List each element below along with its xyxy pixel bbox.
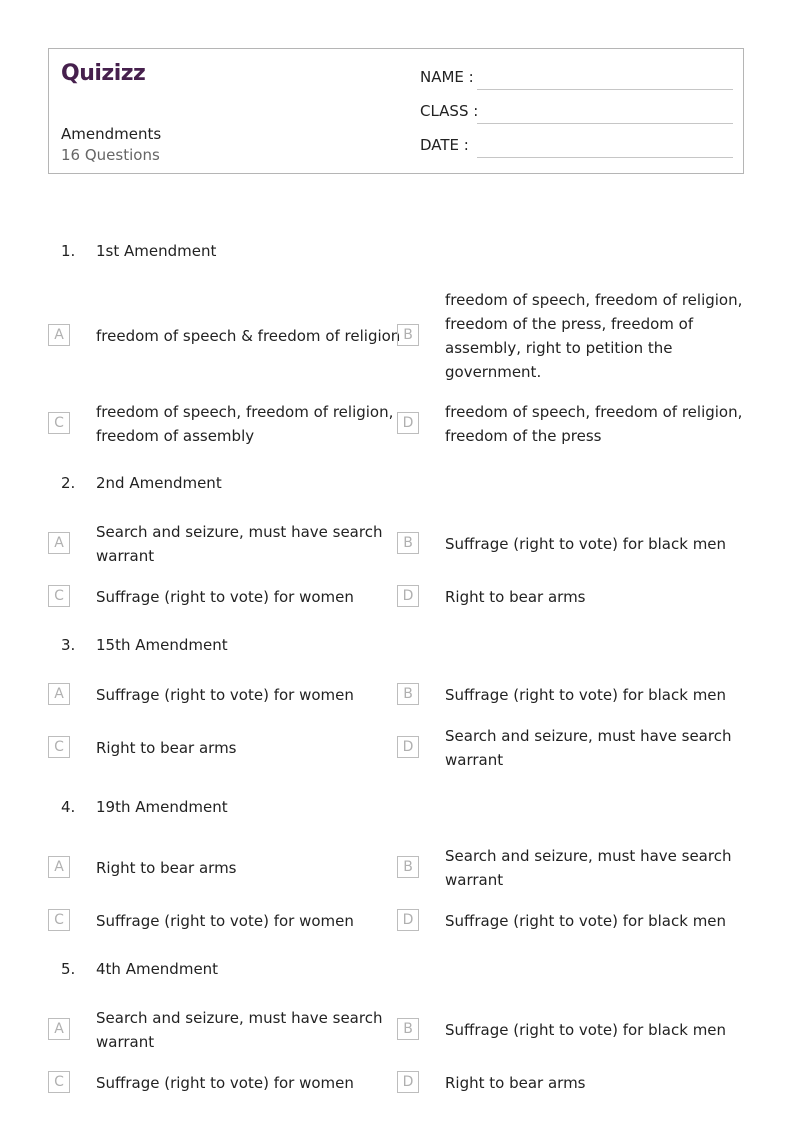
option-c-text: Suffrage (right to vote) for women — [96, 1074, 354, 1092]
question-number: 1. — [61, 242, 76, 260]
date-field[interactable] — [477, 157, 733, 158]
question-text: 2nd Amendment — [96, 474, 222, 492]
quizizz-logo — [61, 59, 145, 87]
question-number: 3. — [61, 636, 76, 654]
question-text: 19th Amendment — [96, 798, 228, 816]
name-field[interactable] — [477, 89, 733, 90]
option-d-box[interactable]: D — [397, 1071, 419, 1093]
option-c-box[interactable]: C — [48, 1071, 70, 1093]
option-a-box[interactable]: A — [48, 1018, 70, 1040]
option-d-box[interactable]: D — [397, 585, 419, 607]
option-c-text: Suffrage (right to vote) for women — [96, 588, 354, 606]
option-b-box[interactable]: B — [397, 1018, 419, 1040]
brand-name: Quizizz — [61, 60, 146, 86]
option-c-box[interactable]: C — [48, 412, 70, 434]
option-b-box[interactable]: B — [397, 856, 419, 878]
option-c-box[interactable]: C — [48, 736, 70, 758]
question-text: 15th Amendment — [96, 636, 228, 654]
option-c-text: Suffrage (right to vote) for women — [96, 912, 354, 930]
worksheet-header — [48, 48, 744, 174]
option-b-box[interactable]: B — [397, 683, 419, 705]
option-d-text: Right to bear arms — [445, 588, 586, 606]
option-b-text: Search and seizure, must have search warrant — [445, 847, 732, 889]
option-b-text: Suffrage (right to vote) for black men — [445, 1021, 727, 1039]
option-b-text: freedom of speech, freedom of religion, freedom of the press, freedom of assembly, right to petition the government. — [445, 291, 743, 381]
option-a-text: Search and seizure, must have search warrant — [96, 523, 383, 565]
option-c-text: freedom of speech, freedom of religion, freedom of assembly — [96, 403, 394, 445]
option-d-box[interactable]: D — [397, 909, 419, 931]
question-count: 16 Questions — [61, 146, 160, 164]
option-b-text: Suffrage (right to vote) for black men — [445, 686, 727, 704]
option-a-box[interactable]: A — [48, 856, 70, 878]
option-b-text: Suffrage (right to vote) for black men — [445, 535, 727, 553]
option-d-text: freedom of speech, freedom of religion, freedom of the press — [445, 403, 743, 445]
option-d-box[interactable]: D — [397, 412, 419, 434]
option-c-box[interactable]: C — [48, 909, 70, 931]
option-c-text: Right to bear arms — [96, 739, 237, 757]
option-d-box[interactable]: D — [397, 736, 419, 758]
class-field[interactable] — [477, 123, 733, 124]
option-a-box[interactable]: A — [48, 532, 70, 554]
question-text: 1st Amendment — [96, 242, 217, 260]
option-d-text: Right to bear arms — [445, 1074, 586, 1092]
name-label: NAME : — [420, 68, 474, 86]
option-d-text: Suffrage (right to vote) for black men — [445, 912, 727, 930]
option-a-text: Right to bear arms — [96, 859, 237, 877]
option-a-text: freedom of speech & freedom of religion — [96, 327, 401, 345]
question-number: 2. — [61, 474, 76, 492]
question-text: 4th Amendment — [96, 960, 219, 978]
option-b-box[interactable]: B — [397, 532, 419, 554]
quiz-title: Amendments — [61, 125, 162, 143]
option-a-text: Search and seizure, must have search warrant — [96, 1009, 383, 1051]
question-number: 4. — [61, 798, 76, 816]
question-number: 5. — [61, 960, 76, 978]
option-c-box[interactable]: C — [48, 585, 70, 607]
date-label: DATE : — [420, 136, 469, 154]
option-a-box[interactable]: A — [48, 324, 70, 346]
class-label: CLASS : — [420, 102, 479, 120]
option-b-box[interactable]: B — [397, 324, 419, 346]
option-d-text: Search and seizure, must have search warrant — [445, 727, 732, 769]
option-a-text: Suffrage (right to vote) for women — [96, 686, 354, 704]
option-a-box[interactable]: A — [48, 683, 70, 705]
